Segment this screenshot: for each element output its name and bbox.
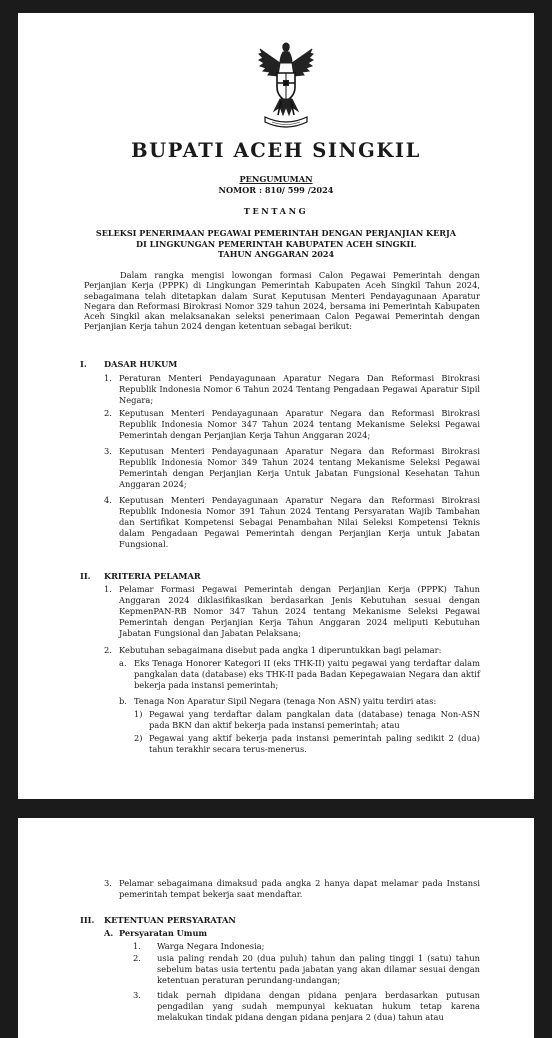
list-number: 2.	[104, 645, 112, 655]
list-item: Pelamar sebagaimana dimaksud pada angka 2 hanya dapat melamar pada Instansi pemerintah tempat bekerja saat mendaftar.	[119, 878, 480, 899]
sub-list-item: Tenaga Non Aparatur Sipil Negara (tenaga Non ASN) yaitu terdiri atas:	[134, 696, 437, 706]
list-number: 1.	[104, 584, 112, 594]
intro-paragraph: Dalam rangka mengisi lowongan formasi Calon Pegawai Pemerintah dengan Perjanjian Kerja (PPPK) di Lingkungan Pemerintah Kabupaten Aceh Singkil Tahun 2024, sebagaimana telah ditetapkan dalam Surat Keputusan Menteri Pendayagunaan Aparatur Negara dan Reformasi Birokrasi Nomor 329 tahun 2024, bersama ini Pemerintah Kabupaten Aceh Singkil akan melaksanakan seleksi penerimaan Calon Pegawai Pemerintah dengan Perjanjian Kerja tahun 2024 dengan ketentuan sebagai berikut:	[84, 270, 480, 332]
subsection-heading: Persyaratan Umum	[119, 928, 208, 938]
garuda-emblem-icon	[256, 41, 316, 133]
about-label: TENTANG	[243, 206, 309, 216]
sub-list-letter: a.	[119, 658, 127, 668]
nested-list-item: Pegawai yang terdaftar dalam pangkalan data (database) tenaga Non-ASN pada BKN dan aktif bekerja pada instansi pemerintah; atau	[149, 709, 480, 730]
sub-list-letter: b.	[119, 696, 127, 706]
announcement-label: PENGUMUMAN	[239, 174, 313, 184]
list-item: Keputusan Menteri Pendayagunaan Aparatur Negara dan Reformasi Birokrasi Republik Indonesia Nomor 391 Tahun 2024 Tentang Persyaratan Wajib Tambahan dan Sertifikat Kompetensi Sebagai Penambahan Nilai Seleksi Kompetensi Teknis dalam Pengadaan Pegawai Pemerintah dengan Perjanjian Kerja untuk Jabatan Fungsional.	[119, 495, 480, 549]
subject-line: DI LINGKUNGAN PEMERINTAH KABUPATEN ACEH SINGKIL	[135, 238, 417, 249]
list-item: Pelamar Formasi Pegawai Pemerintah dengan Perjanjian Kerja (PPPK) Tahun Anggaran 2024 diklasifikasikan berdasarkan Jenis Kebutuhan sesuai dengan KepmenPAN-RB Nomor 347 Tahun 2024 tentang Mekanisme Seleksi Pegawai Pemerintah dengan Perjanjian Kerja Tahun Anggaran 2024 meliputi Kebutuhan Jabatan Fungsional dan Jabatan Pelaksana;	[119, 584, 480, 638]
subject-line: TAHUN ANGGARAN 2024	[217, 249, 335, 259]
list-number: 4.	[104, 495, 112, 505]
list-number: 3.	[104, 878, 112, 888]
nested-list-number: 1)	[134, 709, 143, 719]
list-item: Peraturan Menteri Pendayagunaan Aparatur Negara Dan Reformasi Birokrasi Republik Indonesia Nomor 6 Tahun 2024 Tentang Pengadaan Pegawai Aparatur Sipil Negara;	[119, 373, 480, 405]
list-number: 1.	[133, 941, 141, 951]
list-number: 2.	[104, 408, 112, 418]
list-number: 3.	[104, 446, 112, 456]
nested-list-item: Pegawai yang aktif bekerja pada instansi pemerintah paling sedikit 2 (dua) tahun terakhir secara terus-menerus.	[149, 733, 480, 754]
list-number: 2.	[133, 953, 141, 963]
sub-list-item: Eks Tenaga Honorer Kategori II (eks THK-II) yaitu pegawai yang terdaftar dalam pangkalan data (database) eks THK-II pada Badan Kepegawaian Negara dan aktif bekerja pada instansi pemerintah;	[134, 658, 480, 690]
subject-line: SELEKSI PENERIMAAN PEGAWAI PEMERINTAH DENGAN PERJANJIAN KERJA	[95, 228, 457, 238]
document-page-2	[18, 818, 534, 1038]
list-item: Keputusan Menteri Pendayagunaan Aparatur Negara dan Reformasi Birokrasi Republik Indonesia Nomor 347 Tahun 2024 tentang Mekanisme Seleksi Pegawai Pemerintah dengan Perjanjian Kerja Tahun Anggaran 2024;	[119, 408, 480, 440]
list-item: usia paling rendah 20 (dua puluh) tahun dan paling tinggi 1 (satu) tahun sebelum batas usia tertentu pada jabatan yang akan dilamar sesuai dengan ketentuan peraturan perundang-undangan;	[157, 953, 480, 985]
list-item: Warga Negara Indonesia;	[157, 941, 265, 951]
document-page-1	[18, 13, 534, 799]
section-heading: DASAR HUKUM	[104, 359, 178, 369]
document-title: BUPATI ACEH SINGKIL	[131, 139, 421, 162]
list-item: tidak pernah dipidana dengan pidana penjara berdasarkan putusan pengadilan yang sudah mempunyai kekuatan hukum tetap karena melakukan tindak pidana dengan pidana penjara 2 (dua) tahun atau	[157, 990, 480, 1022]
section-number: I.	[80, 359, 87, 369]
announcement-number: NOMOR : 810/ 599 /2024	[218, 185, 334, 195]
list-number: 3.	[133, 990, 141, 1000]
section-heading: KETENTUAN PERSYARATAN	[104, 915, 236, 925]
subsection-letter: A.	[104, 928, 114, 938]
list-item: Keputusan Menteri Pendayagunaan Aparatur Negara dan Reformasi Birokrasi Republik Indonesia Nomor 349 Tahun 2024 tentang Mekanisme Seleksi Pegawai Pemerintah dengan Perjanjian Kerja Untuk Jabatan Fungsional Kesehatan Tahun Anggaran 2024;	[119, 446, 480, 489]
section-number: II.	[80, 571, 91, 581]
list-item: Kebutuhan sebagaimana disebut pada angka 1 diperuntukkan bagi pelamar:	[119, 645, 442, 655]
section-number: III.	[80, 915, 95, 925]
subject-heading	[18, 228, 534, 260]
nested-list-number: 2)	[134, 733, 143, 743]
list-number: 1.	[104, 373, 112, 383]
section-heading: KRITERIA PELAMAR	[104, 571, 201, 581]
